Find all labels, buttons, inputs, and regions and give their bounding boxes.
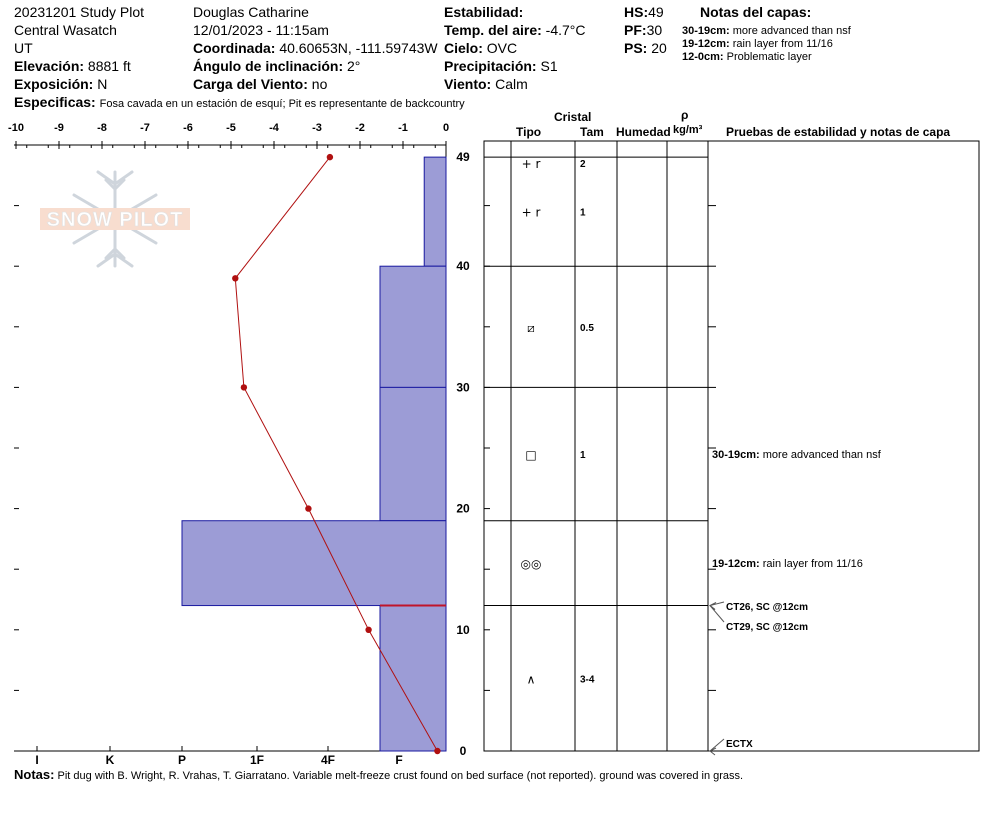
hardness-tick-label: I	[35, 753, 39, 767]
stability-test-label: CT26, SC @12cm	[726, 602, 809, 613]
depth-tick-label: 20	[456, 501, 470, 516]
crystal-size-value: 3-4	[580, 674, 595, 686]
wind-value: Calm	[495, 76, 528, 92]
hardness-layer-bar	[380, 606, 446, 751]
crystal-size-value: 1	[580, 450, 586, 462]
site-name: 20231201 Study Plot	[14, 4, 144, 20]
temperature-tick-label: -9	[54, 122, 64, 134]
temperature-tick-label: -3	[312, 122, 322, 134]
sky-value: OVC	[486, 40, 518, 56]
layer-note-annotation	[712, 558, 863, 570]
ps-value: 20	[651, 40, 667, 56]
air-temp-label: Temp. del aire:	[444, 22, 542, 38]
elevation-value: 8881 ft	[87, 58, 131, 74]
wind-load-label: Carga del Viento:	[193, 76, 308, 92]
stability-test-arrowhead	[710, 603, 716, 610]
observer: Douglas Catharine	[193, 4, 309, 20]
precip-value: S1	[540, 58, 558, 74]
hardness-tick-label: 1F	[249, 753, 265, 767]
wind-label: Viento:	[444, 76, 492, 92]
col-header-tests: Pruebas de estabilidad y notas de capa	[726, 125, 951, 139]
temperature-tick-label: 0	[442, 122, 450, 134]
wind-load-value: no	[311, 76, 328, 92]
col-header-cristal: Cristal	[554, 110, 592, 124]
crystal-type-symbol: ⧄	[527, 320, 535, 335]
temperature-point	[232, 275, 238, 281]
stability-test-arrow	[710, 739, 724, 751]
range-name: Central Wasatch	[14, 22, 117, 38]
layer-note-annotation	[712, 449, 882, 461]
layer-note-range: 19-12cm:	[682, 38, 730, 50]
depth-tick-label: 49	[456, 150, 470, 165]
aspect-label: Exposición:	[14, 76, 94, 92]
stability-test-arrow	[710, 606, 724, 622]
hardness-layer-bar	[424, 157, 446, 266]
pf-label: PF:	[624, 22, 647, 38]
stability-label: Estabilidad:	[444, 4, 524, 20]
temperature-tick-label: -5	[226, 122, 236, 134]
crystal-type-symbol: + r	[521, 157, 541, 172]
crystal-type-symbol: + r	[521, 205, 541, 220]
temperature-tick-label: -4	[269, 122, 279, 134]
temperature-tick-label: -7	[140, 122, 150, 134]
temperature-tick-label: -6	[183, 122, 193, 134]
layer-note-annotation-range: 30-19cm:	[712, 449, 763, 462]
crystal-size-value: 2	[580, 159, 586, 171]
temperature-point	[365, 627, 371, 633]
depth-tick-label: 0	[459, 744, 467, 758]
depth-tick-label: 10	[456, 622, 470, 637]
col-header-tipo: Tipo	[516, 125, 542, 139]
hardness-tick-label: P	[177, 753, 187, 767]
hardness-layer-bar	[380, 387, 446, 520]
hardness-tick-label: F	[395, 753, 403, 767]
crystal-type-symbol: □	[525, 448, 537, 463]
sky-label: Cielo:	[444, 40, 483, 56]
elevation-label: Elevación:	[14, 58, 85, 74]
layer-note-text: Problematic layer	[726, 51, 812, 63]
depth-tick-label: 30	[456, 380, 470, 395]
hardness-layer-bar	[182, 521, 446, 606]
layer-note-annotation-range: 19-12cm:	[712, 558, 763, 571]
temperature-tick-label: -10	[8, 122, 24, 134]
air-temp-value: -4.7°C	[545, 22, 586, 38]
footer-notes-label: Notas:	[14, 767, 55, 782]
depth-tick-label: 40	[456, 259, 470, 274]
layer-note-text: rain layer from 11/16	[732, 38, 833, 50]
coord-label: Coordinada:	[193, 40, 276, 56]
coord-value: 40.60653N, -111.59743W	[279, 40, 438, 56]
temperature-tick-label: -8	[97, 122, 107, 134]
hardness-tick-label: K	[105, 753, 115, 767]
col-header-rho: ρ	[681, 108, 689, 122]
layer-note-annotation-text: rain layer from 11/16	[762, 558, 863, 571]
temperature-point	[305, 505, 311, 511]
hs-label: HS:	[624, 4, 649, 20]
state-name: UT	[14, 40, 33, 56]
stability-test-label: ECTX	[726, 739, 753, 750]
slope-value: 2°	[347, 58, 361, 74]
crystal-type-symbol: ∧	[526, 672, 536, 687]
aspect-value: N	[97, 76, 108, 92]
layer-note-range: 30-19cm:	[682, 25, 730, 37]
crystal-size-value: 1	[580, 207, 586, 219]
hs-value: 49	[648, 4, 664, 20]
specifics-value: Fosa cavada en un estación de esquí; Pit es representante de backcountry	[99, 98, 465, 110]
layer-notes-title: Notas del capas:	[700, 4, 812, 20]
col-header-humedad: Humedad	[616, 125, 671, 139]
hardness-layer-bar	[380, 266, 446, 387]
temperature-point	[241, 384, 247, 390]
specifics-label: Especificas:	[14, 94, 96, 110]
datetime: 12/01/2023 - 11:15am	[193, 22, 329, 38]
temperature-tick-label: -1	[398, 122, 408, 134]
temperature-point	[327, 154, 333, 160]
crystal-size-value: 0.5	[580, 322, 594, 334]
temperature-tick-label: -2	[355, 122, 365, 134]
layer-note-text: more advanced than nsf	[732, 25, 851, 37]
col-header-density-unit: kg/m³	[673, 124, 703, 136]
crystal-type-symbol: ◎◎	[520, 557, 542, 572]
temperature-point	[434, 748, 440, 754]
hardness-tick-label: 4F	[320, 753, 336, 767]
profile-table-frame	[484, 141, 979, 751]
pf-value: 30	[646, 22, 663, 38]
layer-note-annotation-text: more advanced than nsf	[762, 449, 881, 462]
slope-label: Ángulo de inclinación:	[193, 58, 344, 74]
footer-notes-text: Pit dug with B. Wright, R. Vrahas, T. Giarratano. Variable melt-freeze crust found on bed surface (not reported). ground was covered in grass.	[57, 770, 744, 782]
col-header-tam: Tam	[580, 125, 604, 139]
logo-text: SNOW PILOT	[46, 209, 184, 231]
stability-test-label: CT29, SC @12cm	[726, 622, 809, 633]
snowpilot-logo	[40, 172, 190, 266]
ps-label: PS:	[624, 40, 648, 56]
layer-note-range: 12-0cm:	[682, 51, 724, 63]
precip-label: Precipitación:	[444, 58, 537, 74]
